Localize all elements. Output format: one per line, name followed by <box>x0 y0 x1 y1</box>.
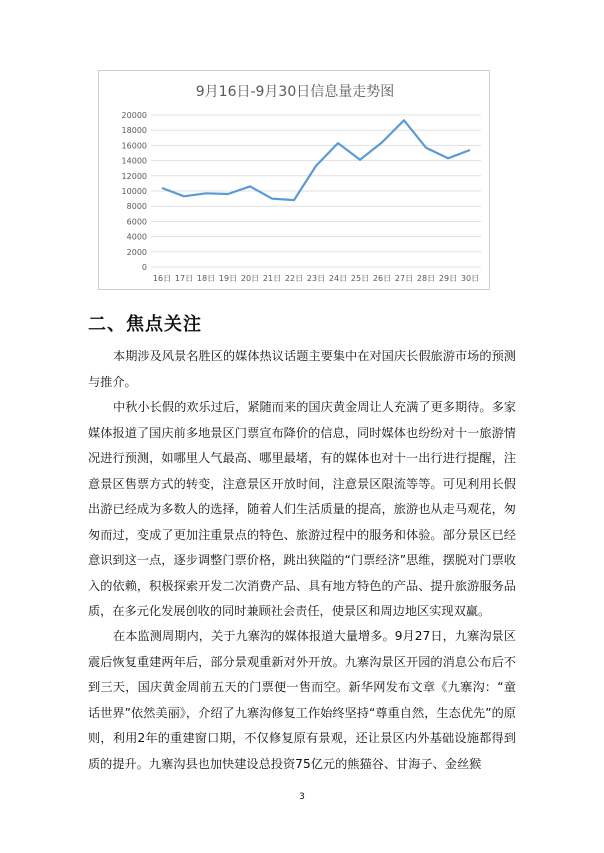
y-tick-label: 18000 <box>121 126 147 136</box>
page-number: 3 <box>299 792 305 802</box>
x-tick-label: 19日 <box>218 274 238 283</box>
x-tick-label: 23日 <box>306 274 326 283</box>
paragraph-1: 本期涉及风景名胜区的媒体热议话题主要集中在对国庆长假旅游市场的预测与推介。 <box>88 349 516 389</box>
x-tick-label: 29日 <box>438 274 458 283</box>
x-tick-label: 18日 <box>196 274 216 283</box>
chart-svg <box>99 71 491 291</box>
y-tick-label: 20000 <box>121 111 147 120</box>
x-tick-label: 17日 <box>174 274 194 283</box>
y-tick-label: 6000 <box>126 217 147 227</box>
x-tick-label: 21日 <box>262 274 282 283</box>
x-tick-label: 20日 <box>240 274 260 283</box>
y-tick-label: 12000 <box>121 171 147 181</box>
y-tick-label: 10000 <box>121 187 147 196</box>
paragraph-2: 中秋小长假的欢乐过后，紧随而来的国庆黄金周让人充满了更多期待。多家媒体报道了国庆前多地景区门票宣布降价的信息，同时媒体也纷纷对十一旅游情况进行预测，如哪里人气最高、哪里最堵，有的媒体也对十一出行进行提醒，注意景区售票方式的转变，注意景区开放时间，注意景区限流等等。可见利用长假出游已经成为多数人的选择，随着人们生活质量的提高，旅游也从走马观花，匆匆而过，变成了更加注重景点的特色、旅游过程中的服务和体验。部分景区已经意识到这一点，逐步调整门票价格，跳出狭隘的“门票经济”思维，摆脱对门票收入的依赖，积极探索开发二次消费产品、具有地方特色的产品、提升旅游服务品质，在多元化发展创收的同时兼顾社会责任，使景区和周边地区实现双赢。 <box>88 400 516 618</box>
section-heading: 二、焦点关注 <box>88 314 202 335</box>
y-tick-label: 16000 <box>121 141 147 151</box>
y-tick-label: 4000 <box>126 232 147 242</box>
line-chart <box>98 70 490 290</box>
x-tick-label: 22日 <box>284 274 304 283</box>
x-tick-label: 27日 <box>394 274 414 283</box>
y-tick-label: 8000 <box>126 202 147 212</box>
x-tick-label: 30日 <box>460 274 480 283</box>
x-tick-label: 16日 <box>152 274 172 283</box>
chart-title: 9月16日-9月30日信息量走势图 <box>195 84 395 100</box>
x-tick-label: 26日 <box>372 274 392 283</box>
y-tick-label: 0 <box>141 263 147 272</box>
x-tick-label: 24日 <box>328 274 348 283</box>
paragraph-3: 在本监测周期内，关于九寨沟的媒体报道大量增多。9月27日，九寨沟景区震后恢复重建两年后，部分景观重新对外开放。九寨沟景区开园的消息公布后不到三天，国庆黄金周前五天的门票便一售而空。新华网发布文章《九寨沟：“童话世界”依然美丽》，介绍了九寨沟修复工作始终坚持“尊重自然，生态优先”的原则，利用2年的重建窗口期，不仅修复原有景观，还让景区内外基础设施都得到质的提升。九寨沟县也加快建设总投资75亿元的熊猫谷、甘海子、金丝猴 <box>88 629 516 771</box>
x-tick-label: 25日 <box>350 274 370 283</box>
y-tick-label: 14000 <box>121 156 147 166</box>
y-tick-label: 2000 <box>126 247 147 257</box>
x-tick-label: 28日 <box>416 274 436 283</box>
